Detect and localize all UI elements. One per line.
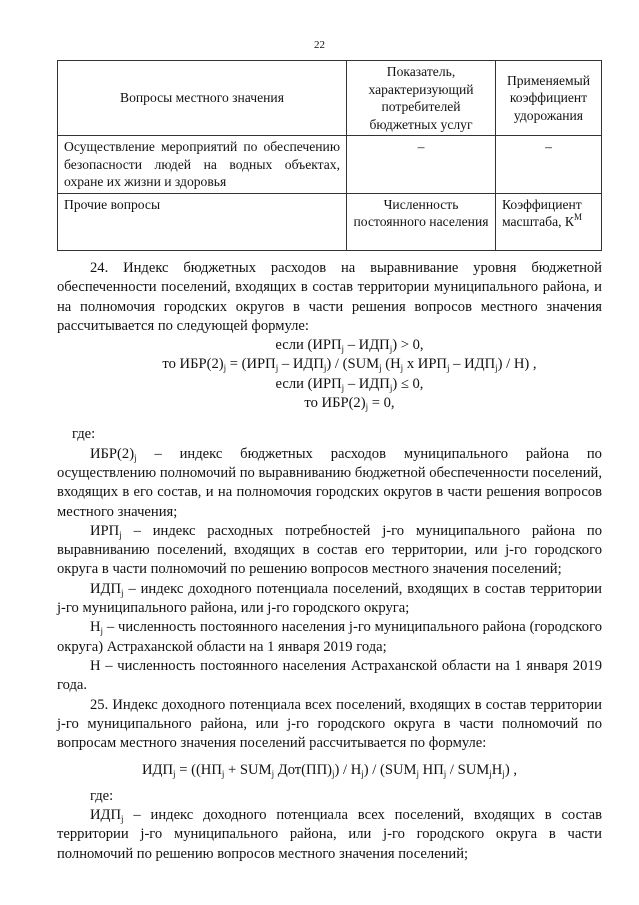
formula-line: то $ИБР(2)_j = 0$, (304, 395, 395, 413)
table-cell (496, 193, 602, 250)
table-cell: Прочие вопросы (58, 193, 347, 250)
table-row (58, 136, 602, 194)
definition: $ИБР(2)_j$ – индекс бюджетных расходов муниципального района по осуществлению полномочий по выравниванию бюджетной обеспеченности поселений, входящих в его состав, и на полномочия городских округов в части решения вопросов местного значения; (57, 445, 602, 520)
definition-text: – индекс бюджетных расходов муниципального района по осуществлению полномочий по выравниванию бюджетной обеспеченности поселений, входящих в его состав, и на полномочия городских округов в части решения вопросов местного значения; (57, 445, 602, 520)
superscript: М (574, 212, 583, 222)
table-cell: – (496, 136, 602, 194)
formula-line: если $(ИРП_j - ИДП_j) > 0$, (275, 337, 424, 355)
paragraph-where: где: (90, 787, 114, 804)
paragraph-where: где: (72, 426, 96, 443)
paragraph: 24. Индекс бюджетных расходов на выравнивание уровня бюджетной обеспеченности поселений, входящих в состав территории муниципального района, и на полномочия городских округов в части решения вопросов местного значения рассчитывается по следующей формуле: (57, 260, 602, 334)
definition: $Н_j$ – численность постоянного населения j-го муниципального района (городского округа) Астраханской области на 1 января 2019 года; (57, 619, 602, 655)
table-row (58, 193, 602, 250)
formula-line: если $(ИРП_j - ИДП_j) \le 0$, (275, 375, 424, 393)
definition: Н – численность постоянного населения Астраханской области на 1 января 2019 года. (57, 657, 602, 694)
section-24 (57, 259, 602, 864)
table-cell: Осуществление мероприятий по обеспечению безопасности людей на водных объектах, охране их жизни и здоровья (58, 136, 347, 194)
definition-text: – индекс доходного потенциала поселений, входящих в состав территории j-го муниципального района, или j-го городского округа; (57, 580, 602, 617)
paragraph: 25. Индекс доходного потенциала всех поселений, входящих в состав территории j-го муниципального района, или j-го городского округа в части полномочий по вопросам местного значения поселений рассчитывается по формуле: (57, 696, 602, 752)
definition: $ИДП_j$ – индекс доходного потенциала поселений, входящих в состав территории j-го муниципального района, или j-го городского округа; (57, 580, 602, 617)
definition-text: – численность постоянного населения j-го муниципального района (городского округа) Астраханской области на 1 января 2019 года; (57, 619, 602, 655)
table-header-row (58, 61, 602, 136)
definition: $ИДП_j$ – индекс доходного потенциала всех поселений, входящих в состав территории j-го муниципального района, или j-го городского округа в части полномочий по решению вопросов местного значения поселений; (57, 807, 602, 862)
formula-line: $ИДП_j = ((НП_j + SUM_j$ $Дот(ПП)_j) / H_j) / (SUM_j$ $НП_j / SUM_jH_j$) , (142, 762, 517, 780)
table-cell-text: Коэффициент масштаба, К (502, 196, 582, 229)
table-header-cell: Вопросы местного значения (58, 61, 347, 136)
definition: $ИРП_j$ – индекс расходных потребностей j-го муниципального района по выравниванию поселений, входящих в состав его территории, или j-го городского округа в части полномочий по решению вопросов местного значения поселений; (57, 522, 602, 578)
formula-line: то $ИБР(2)_j = (ИРП_j - ИДП_j) / (SUM_j$ ($H_j$ x $ИРП_j - ИДП_j) / Н$) , (162, 356, 537, 374)
table-cell: Численность постоянного населения (347, 193, 496, 250)
table-header-cell: Показатель, характеризующий потребителей бюджетных услуг (347, 61, 496, 136)
table-header-cell: Применяемый коэффициент удорожания (496, 61, 602, 136)
page-number: 22 (314, 39, 325, 51)
coefficient-table (57, 60, 602, 251)
table-cell: – (347, 136, 496, 194)
definition-text: – индекс доходного потенциала всех поселений, входящих в состав территории j-го муниципального района, или j-го городского округа в части полномочий по решению вопросов местного значения поселений; (57, 807, 602, 862)
definition-text: – индекс расходных потребностей j-го муниципального района по выравниванию поселений, входящих в состав его территории, или j-го городского округа в части полномочий по решению вопросов местного значения поселений; (57, 522, 602, 578)
formula-block (57, 336, 602, 413)
